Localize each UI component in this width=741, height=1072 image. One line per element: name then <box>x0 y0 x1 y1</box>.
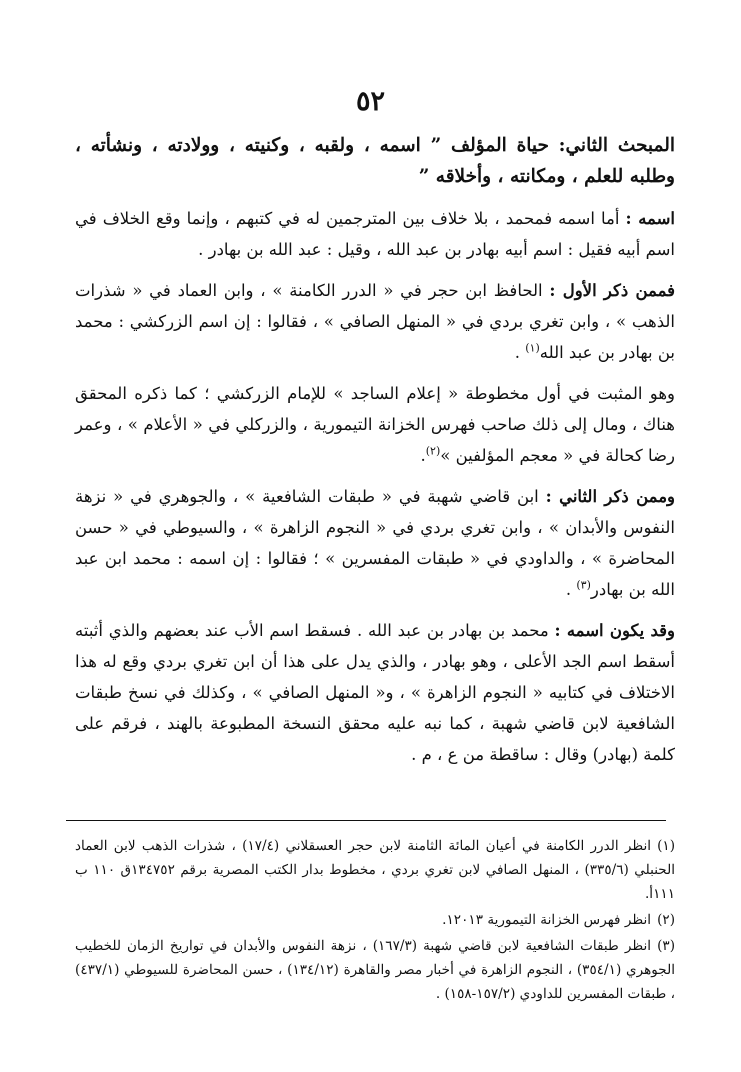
paragraph-first-view <box>75 275 675 368</box>
footnote-number: (٢) <box>657 912 675 928</box>
paragraph-text: ابن قاضي شهبة في « طبقات الشافعية » ، والجوهري في « نزهة النفوس والأبدان » ، وابن تغري بردي في « النجوم الزاهرة » ، والسيوطي في « حسن المحاضرة » ، والداودي في « طبقات المفسرين » ؛ فقالوا : إن اسمه : محمد ابن عبد الله بن بهادر <box>75 487 675 599</box>
paragraph-confirmation <box>75 378 675 471</box>
section-heading: المبحث الثاني: حياة المؤلف ” اسمه ، ولقبه ، وكنيته ، وولادته ، ونشأته ، وطلبه للعلم ، ومكانته ، وأخلاقه ” <box>75 135 675 187</box>
paragraph-text: أما اسمه فمحمد ، بلا خلاف بين المترجمين له في كتبهم ، وإنما وقع الخلاف في اسم أبيه فقيل : اسم أبيه بهادر بن عبد الله ، وقيل : عبد الله بن بهادر . <box>75 209 675 259</box>
footnote-item <box>75 834 675 906</box>
paragraph-lead: اسمه : <box>625 209 675 228</box>
paragraph-second-view <box>75 481 675 605</box>
footnote-text: انظر طبقات الشافعية لابن قاضي شهبة (١٦٧/٣) ، نزهة النفوس والأبدان في تواريخ الزمان للخطيب الجوهري (٣٥٤/١) ، النجوم الزاهرة في أخبار مصر والقاهرة (١٣٤/١٢) ، حسن المحاضرة للسيوطي (٤٣٧/١) ، طبقات المفسرين للداودي (١٥٧/٢-١٥٨) . <box>75 938 675 1002</box>
footnote-text: انظر الدرر الكامنة في أعيان المائة الثامنة لابن حجر العسقلاني (١٧/٤) ، شذرات الذهب لابن العماد الحنبلي (٣٣٥/٦) ، المنهل الصافي لابن تغري بردي ، مخطوط بدار الكتب المصرية برقم ١٣٤٧٥٢ق ١١٠ ب ١١١أ. <box>75 838 675 902</box>
footnote-ref[interactable]: (٣) <box>576 578 591 592</box>
footnote-text: انظر فهرس الخزانة التيمورية ١٢٠١٣. <box>442 912 652 928</box>
paragraph-name <box>75 203 675 265</box>
footnote-number: (٣) <box>657 938 675 954</box>
footnote-number: (١) <box>657 838 676 854</box>
paragraph-text: الحافظ ابن حجر في « الدرر الكامنة » ، وابن العماد في « شذرات الذهب » ، وابن تغري بردي في « المنهل الصافي » ، فقالوا : إن اسم الزركشي : محمد بن بهادر بن عبد الله <box>75 281 675 362</box>
paragraph-end: . <box>565 580 577 599</box>
footnote-ref[interactable]: (٢) <box>425 444 441 458</box>
footnote-item <box>75 908 675 932</box>
paragraph-conclusion <box>75 615 675 770</box>
footnote-item <box>75 934 675 1006</box>
paragraph-end: . <box>514 343 526 362</box>
paragraph-end: . <box>420 446 426 465</box>
main-content <box>75 130 675 780</box>
page-number: ٥٢ <box>355 86 385 117</box>
paragraph-lead: وقد يكون اسمه : <box>554 621 676 640</box>
footnote-ref[interactable]: (١) <box>525 341 540 355</box>
paragraph-text: وهو المثبت في أول مخطوطة « إعلام الساجد » للإمام الزركشي ؛ كما ذكره المحقق هناك ، ومال إلى ذلك صاحب فهرس الخزانة التيمورية ، والزركلي في « الأعلام » ، وعمر رضا كحالة في « معجم المؤلفين » <box>75 384 675 465</box>
paragraph-lead: وممن ذكر الثاني : <box>545 487 675 506</box>
footnote-divider <box>66 820 666 821</box>
footnotes <box>75 834 675 1008</box>
paragraph-lead: فممن ذكر الأول : <box>549 281 676 300</box>
paragraph-text: محمد بن بهادر بن عبد الله . فسقط اسم الأب عند بعضهم والذي أثبته أسقط اسم الجد الأعلى ، وهو بهادر ، والذي يدل على هذا أن ابن تغري بردي وقع له هذا الاختلاف في كتابيه « النجوم الزاهرة » ، و« المنهل الصافي » ، وكذلك في نسخ طبقات الشافعية لابن قاضي شهبة ، كما نبه عليه محقق النسخة المطبوعة بالهند ، فرقم على كلمة (بهادر) وقال : ساقطة من ع ، م . <box>75 621 675 764</box>
